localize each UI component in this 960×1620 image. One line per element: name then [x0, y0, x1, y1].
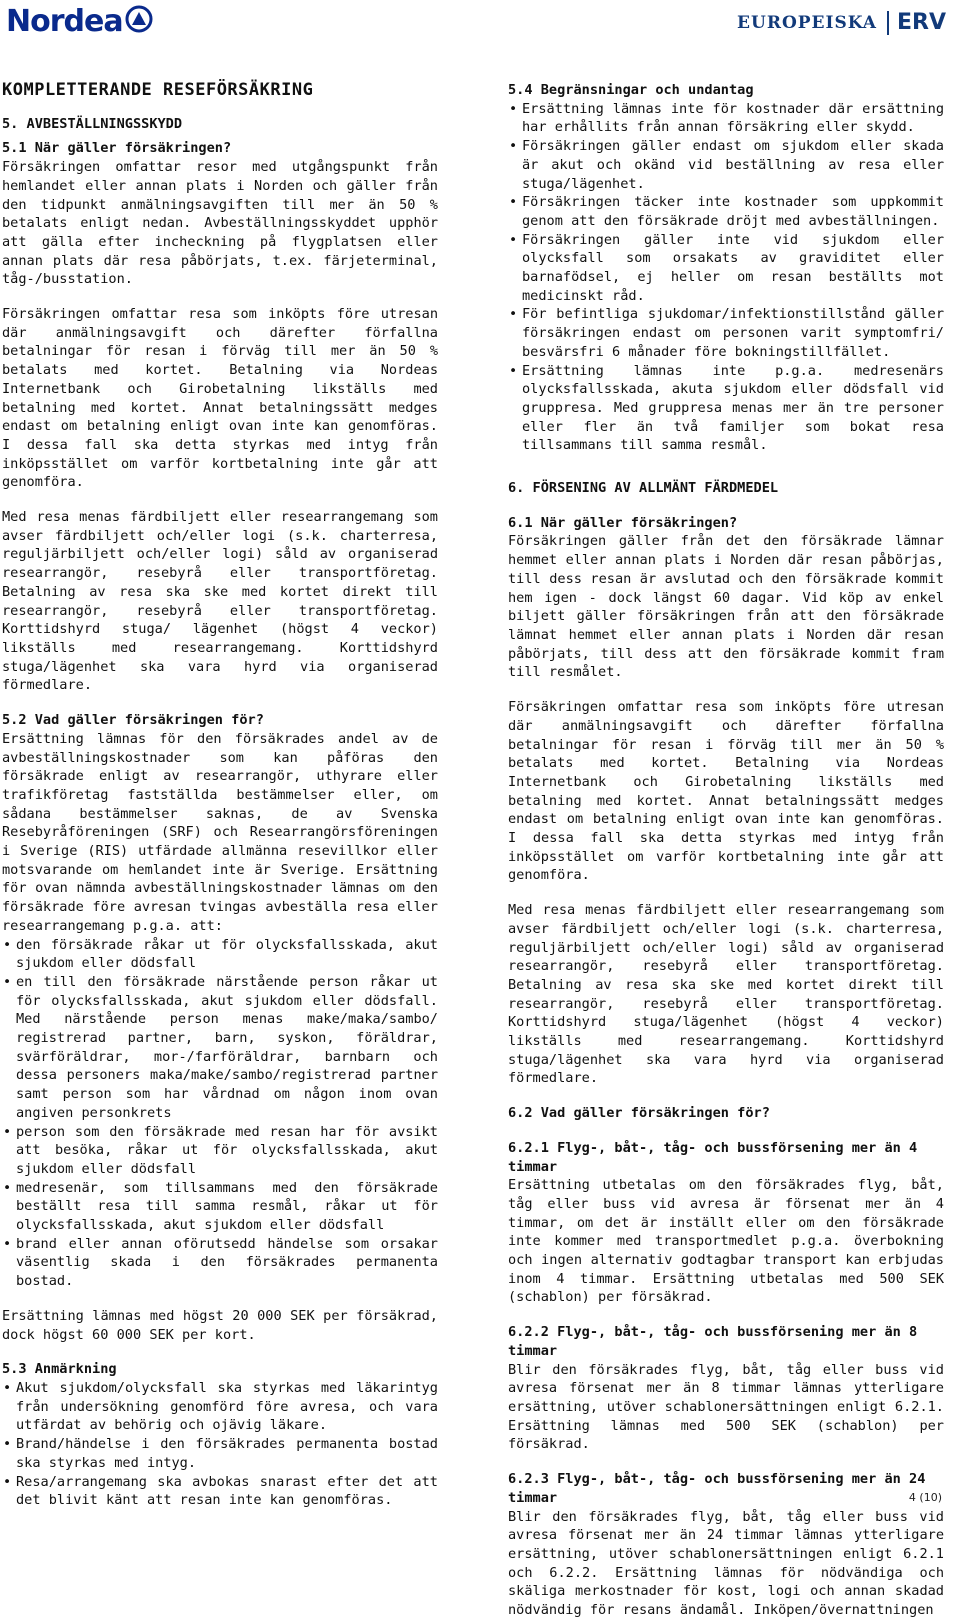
section-6-2-2-paragraph: Blir den försäkrades flyg, båt, tåg eller buss vid avresa försenat mer än 8 timmar lämnas ytterligare ersättning, utöver schablonersättningen enligt 6.2.1. Ersättning lämnas med 500 SEK (schablon) per försäkrad.: [508, 1361, 944, 1453]
list-item: • Försäkringen täcker inte kostnader som uppkommit genom att den försäkrade dröjt med avbeställningen.: [508, 193, 944, 230]
nordea-logo: [6, 4, 153, 40]
section-6-2-1-heading: 6.2.1 Flyg-, båt-, tåg- och bussförsening mer än 4 timmar: [508, 1139, 918, 1175]
list-item: • person som den försäkrade med resan har för avsikt att besöka, råkar ut för olycksfallsskada, akut sjukdom eller dödsfall: [2, 1123, 438, 1179]
section-5-1-paragraph-3: Med resa menas färdbiljett eller researrangemang som avser färdbiljett och/eller logi (s.k. charterresa, reguljärbiljett och/eller logi) såld av organiserad researrangör, resebyrå eller transportföretag. Betalning av resa ska ske med kortet direkt till researrangör, resebyrå eller transportföretag. Korttidshyrd stuga/ lägenhet (högst 4 veckor) likställs med researrangemang. Korttidshyrd stuga/lägenhet ska vara hyrd via organiserad förmedlare.: [2, 509, 438, 694]
section-5-3-heading: 5.3 Anmärkning: [2, 1361, 117, 1378]
europeiska-wordmark: EUROPEISKA: [737, 12, 877, 33]
section-5-2-paragraph-1: Ersättning lämnas för den försäkrades andel av de avbeställningskostnader som kan påföras den försäkrade enligt av researrangör, uthyrare eller trafikföretag fastställda bestämmelser eller, om sådana bestämmelser saknas, de av Svenska Resebyråföreningen (SRF) och Researrangörsföreningen i Sverige (RIS) utfärdade allmänna resevillkor eller motsvarande om hemlandet inte är Sverige. Ersättning för ovan nämnda avbeställningskostnader lämnas om den försäkrade före avresan tvingas avbeställa resa eller researrangemang p.g.a. att:: [2, 730, 438, 934]
section-6-1-heading: 6.1 När gäller försäkringen?: [508, 514, 738, 531]
list-item: • medresenär, som tillsammans med den försäkrade beställt resa till samma resmål, råkar ut för olycksfallsskada, akut sjukdom eller dödsfall: [2, 1179, 438, 1235]
section-5-3-bullet-list: [2, 1379, 438, 1510]
section-6-1-paragraph-1: Försäkringen gäller från det den försäkrade lämnar hemmet eller annan plats i Norden där resan påbörjas, till dess resan är avslutad och den försäkrade kommit hem igen - dock längst 60 dagar. Vid köp av enkel biljett gäller försäkringen från att den försäkrade lämnat hemmet eller annan plats i Norden där resan påbörjats, till dess att den försäkrade kommit fram till resmålet.: [508, 533, 944, 681]
list-item: • den försäkrade råkar ut för olycksfallsskada, akut sjukdom eller dödsfall: [2, 936, 438, 973]
section-5-1-paragraph-1: Försäkringen omfattar resor med utgångspunkt från hemlandet eller annan plats i Norden och gäller från den tidpunkt anmälningsavgiften till mer än 50 % betalats enligt nedan. Avbeställningsskyddet upphör att gälla efter incheckning på flygplatsen eller annan plats där resa påbörjats, t.ex. färjeterminal, tåg-/busstation.: [2, 159, 438, 288]
section-6-2-3-heading: 6.2.3 Flyg-, båt-, tåg- och bussförsening mer än 24 timmar: [508, 1471, 926, 1506]
section-6-1-paragraph-2: Försäkringen omfattar resa som inköpts före utresan där anmälningsavgift och därefter förfallna betalningar för resan i förväg till mer än 50 % betalats med kortet. Betalning via Nordeas Internetbank och Girobetalning likställs med betalning med kortet. Annat betalningssätt medges endast om betalning enligt ovan inte kan genomföras. I dessa fall ska detta styrkas med intyg från inköpsstället om varför kortbetalning inte går att genomföra.: [508, 699, 944, 884]
page-number: 4 (10): [908, 1491, 942, 1504]
page-header: [0, 0, 960, 50]
document-title: KOMPLETTERANDE RESEFÖRSÄKRING: [2, 80, 314, 100]
list-item: • brand eller annan oförutsedd händelse som orsakar väsentlig skada i den försäkrades permanenta bostad.: [2, 1235, 438, 1291]
europeiska-erv-logo: [737, 10, 946, 35]
section-6-1-paragraph-3: Med resa menas färdbiljett eller researrangemang som avser färdbiljett och/eller logi (s.k. charterresa, reguljärbiljett och/eller logi) såld av organiserad researrangör, resebyrå eller transportföretag. Betalning av resa ska ske med kortet direkt till researrangör, resebyrå eller transportföretag. Korttidshyrd stuga/lägenhet (högst 4 veckor) likställs med researrangemang. Korttidshyrd stuga/lägenhet ska vara hyrd via organiserad förmedlare.: [508, 902, 944, 1087]
section-6-2-2-heading: 6.2.2 Flyg-, båt-, tåg- och bussförsening mer än 8 timmar: [508, 1324, 918, 1359]
section-5-4-heading: 5.4 Begränsningar och undantag: [508, 82, 754, 98]
nordea-globe-icon: [125, 5, 153, 33]
section-5-4-bullet-list: [508, 100, 944, 455]
nordea-wordmark: Nordea: [6, 4, 123, 39]
section-6-2-3-paragraph: Blir den försäkrades flyg, båt, tåg eller buss vid avresa försenat mer än 24 timmar lämnas ytterligare ersättning, utöver schablonersättningen enligt 6.2.1 och 6.2.2. Ersättning lämnas för nödvändiga och skäliga merkostnader för kost, logi och annan skadad nödvändig för resans ändamål. Inköpen/övernattningen: [508, 1508, 944, 1619]
list-item: • För befintliga sjukdomar/infektionstillstånd gäller försäkringen endast om personen varit symptomfri/ besvärsfri 6 månader före bokningstillfället.: [508, 305, 944, 361]
section-5-2-bullet-list: [2, 936, 438, 1291]
list-item: • Akut sjukdom/olycksfall ska styrkas med läkarintyg från undersökning genomförd före avresa, och vara utfärdat av behörig och ojävig läkare.: [2, 1379, 438, 1435]
list-item: • Resa/arrangemang ska avbokas snarast efter det att det blivit känt att resan inte kan genomföras.: [2, 1473, 438, 1510]
section-5-title: 5. AVBESTÄLLNINGSSKYDD: [2, 115, 183, 132]
section-5-2-paragraph-2: Ersättning lämnas med högst 20 000 SEK per försäkrad, dock högst 60 000 SEK per kort.: [2, 1307, 438, 1343]
section-5-1-paragraph-2: Försäkringen omfattar resa som inköpts före utresan där anmälningsavgift och därefter förfallna betalningar för resan i förväg till mer än 50 % betalats med kortet. Betalning via Nordeas Internetbank och Girobetalning likställs med betalning med kortet. Annat betalningssätt medges endast om betalning enligt ovan inte kan genomföras. I dessa fall ska detta styrkas med intyg från inköpsstället om varför kortbetalning inte går att genomföra.: [2, 306, 438, 491]
left-column: [2, 81, 438, 1510]
list-item: • en till den försäkrade närstående person råkar ut för olycksfallsskada, akut sjukdom eller dödsfall. Med närstående person menas make/maka/sambo/ registrerad partner, barn, syskon, föräldrar, svärföräldrar, mor-/farföräldrar, barnbarn och dessa personers maka/make/sambo/registrerad partner samt person som har vårdnad om någon inom ovan angiven personkrets: [2, 973, 438, 1123]
list-item: • Brand/händelse i den försäkrades permanenta bostad ska styrkas med intyg.: [2, 1435, 438, 1472]
list-item: • Ersättning lämnas inte p.g.a. medresenärs olycksfallsskada, akuta sjukdom eller dödsfall vid gruppresa. Med gruppresa menas mer än tre personer eller fler än två familjer som bokat resa tillsammans till samma resmål.: [508, 362, 944, 456]
section-5-1-heading: 5.1 När gäller försäkringen?: [2, 140, 232, 157]
erv-wordmark: ERV: [897, 10, 946, 35]
list-item: • Försäkringen gäller inte vid sjukdom eller olycksfall som orsakats av graviditet eller barnafödsel, ej heller om resan beställts mot medicinskt råd.: [508, 231, 944, 306]
list-item: • Försäkringen gäller endast om sjukdom eller skada är akut och okänd vid beställning av resa eller stuga/lägenhet.: [508, 137, 944, 193]
section-5-4-box: [508, 81, 944, 455]
section-6-title: 6. FÖRSENING AV ALLMÄNT FÄRDMEDEL: [508, 480, 779, 497]
section-6-2-heading: 6.2 Vad gäller försäkringen för?: [508, 1105, 770, 1122]
list-item: • Ersättning lämnas inte för kostnader där ersättning har erhållits från annan försäkring eller skydd.: [508, 100, 944, 137]
right-column: [508, 81, 944, 1620]
section-6-2-1-paragraph: Ersättning utbetalas om den försäkrades flyg, båt, tåg eller buss vid avresa är försenat mer än 4 timmar, om det är inställt eller om den försäkrade inte kommer med transportmedlet p.g.a. överbokning och ingen alternativ godtagbar transport kan erbjudas inom 4 timmar. Ersättning utbetalas med 500 SEK (schablon) per försäkrad.: [508, 1177, 944, 1306]
logo-divider: [887, 11, 889, 35]
section-5-2-heading: 5.2 Vad gäller försäkringen för?: [2, 712, 264, 729]
